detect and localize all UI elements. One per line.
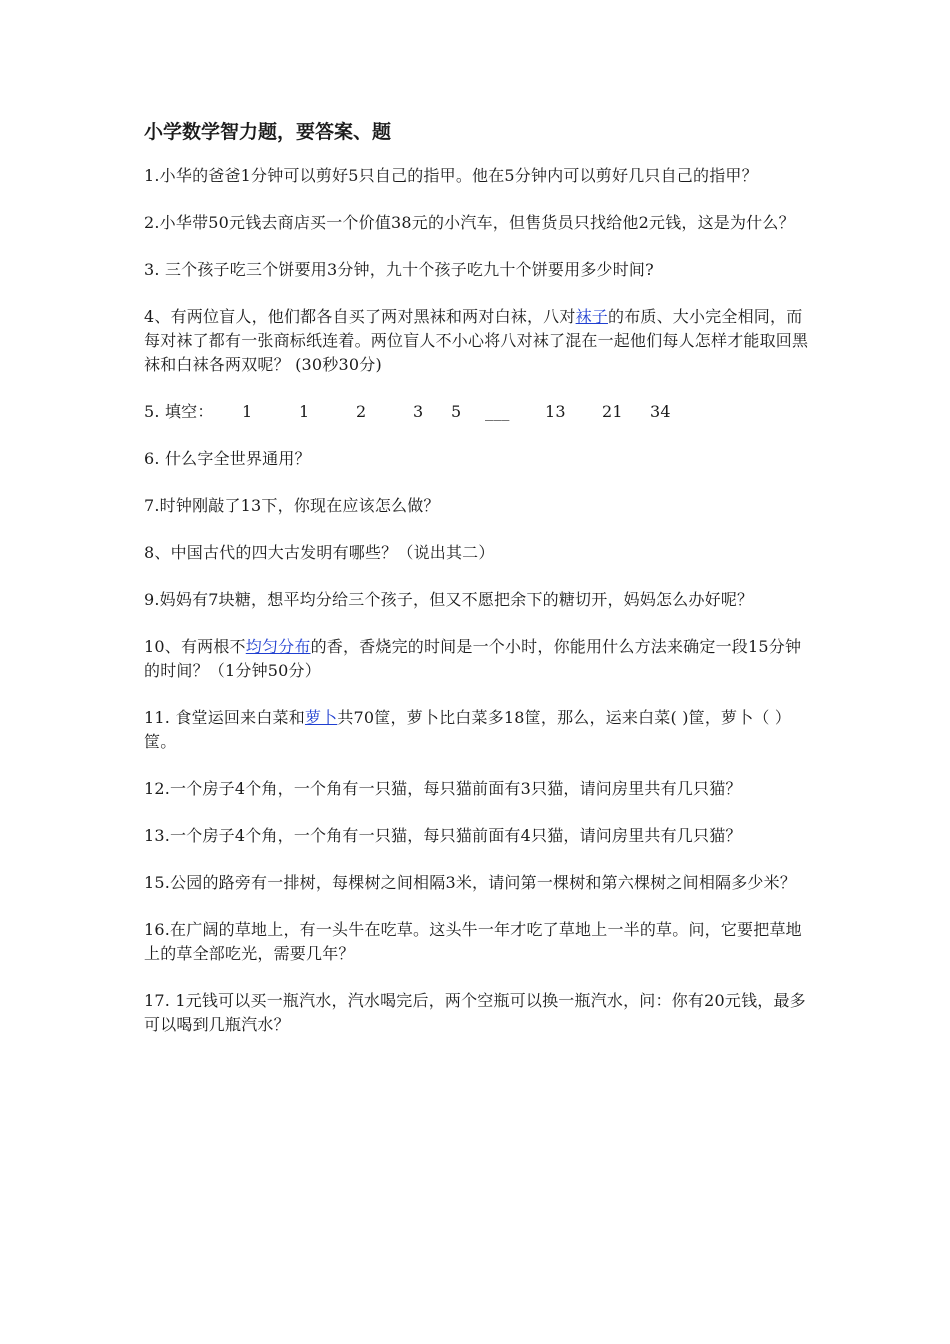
question-6: 6. 什么字全世界通用？ bbox=[144, 449, 311, 468]
document-title: 小学数学智力题，要答案、题 bbox=[144, 121, 392, 143]
question-4-text-a: 4、有两位盲人，他们都各自买了两对黑袜和两对白袜，八对 bbox=[144, 307, 576, 326]
sequence-blank: ___ bbox=[485, 402, 510, 421]
question-3: 3. 三个孩子吃三个饼要用3分钟，九十个孩子吃九十个饼要用多少时间? bbox=[144, 260, 654, 279]
question-12: 12.一个房子4个角，一个角有一只猫，每只猫前面有3只猫，请问房里共有几只猫？ bbox=[144, 779, 742, 798]
sequence-number: 21 bbox=[602, 402, 623, 421]
question-11-text-b: 共70筐，萝卜比白菜多18筐，那么，运来白菜( )筐，萝卜（ ）筐。 bbox=[144, 708, 792, 751]
question-9: 9.妈妈有7块糖，想平均分给三个孩子，但又不愿把余下的糖切开，妈妈怎么办好呢？ bbox=[144, 590, 754, 609]
question-1: 1.小华的爸爸1分钟可以剪好5只自己的指甲。他在5分钟内可以剪好几只自己的指甲？ bbox=[144, 166, 758, 185]
question-5-label: 5. 填空： bbox=[144, 402, 214, 421]
question-13: 13.一个房子4个角，一个角有一只猫，每只猫前面有4只猫，请问房里共有几只猫？ bbox=[144, 826, 742, 845]
sequence-number: 5 bbox=[451, 402, 462, 421]
question-16: 16.在广阔的草地上，有一头牛在吃草。这头牛一年才吃了草地上一半的草。问，它要把草地上的草全部吃光，需要几年？ bbox=[144, 920, 802, 963]
question-4-text-b: 的布质、大小完全相同，而每对袜了都有一张商标纸连着。两位盲人不小心将八对袜了混在一起他们每人怎样才能取回黑袜和白袜各两双呢？ (30秒30分) bbox=[144, 307, 809, 374]
question-11-text-a: 11. 食堂运回来白菜和 bbox=[144, 708, 305, 727]
question-11 bbox=[144, 706, 814, 754]
question-10 bbox=[144, 635, 814, 683]
question-2: 2.小华带50元钱去商店买一个价值38元的小汽车，但售货员只找给他2元钱，这是为什么？ bbox=[144, 213, 795, 232]
link-socks[interactable]: 袜子 bbox=[575, 307, 608, 326]
sequence-number: 3 bbox=[413, 402, 424, 421]
question-8: 8、中国古代的四大古发明有哪些？（说出其二） bbox=[144, 543, 495, 562]
link-uniform-distribution[interactable]: 均匀分布 bbox=[245, 637, 311, 656]
question-17: 17. 1元钱可以买一瓶汽水，汽水喝完后，两个空瓶可以换一瓶汽水，问：你有20元钱，最多可以喝到几瓶汽水？ bbox=[144, 991, 806, 1034]
sequence-number: 34 bbox=[650, 402, 671, 421]
question-10-text-a: 10、有两根不 bbox=[144, 637, 246, 656]
sequence-number: 2 bbox=[356, 402, 367, 421]
question-5 bbox=[144, 400, 814, 424]
sequence-number: 1 bbox=[299, 402, 310, 421]
question-15: 15.公园的路旁有一排树，每棵树之间相隔3米，请问第一棵树和第六棵树之间相隔多少米？ bbox=[144, 873, 797, 892]
question-10-text-b: 的香，香烧完的时间是一个小时，你能用什么方法来确定一段15分钟的时间？（1分钟50分） bbox=[144, 637, 802, 680]
link-radish[interactable]: 萝卜 bbox=[304, 708, 338, 727]
document-page bbox=[144, 118, 814, 1060]
sequence-number: 13 bbox=[545, 402, 566, 421]
question-4 bbox=[144, 305, 814, 377]
sequence-number: 1 bbox=[242, 402, 253, 421]
question-7: 7.时钟刚敲了13下，你现在应该怎么做？ bbox=[144, 496, 440, 515]
